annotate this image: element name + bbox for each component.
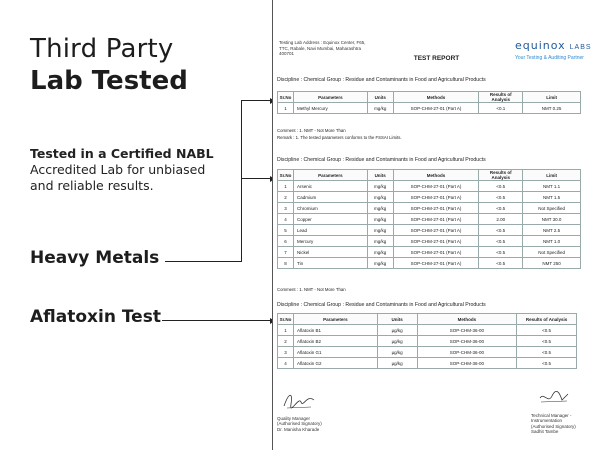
discipline-line: Discipline : Chemical Group : Residue and Contaminants in Food and Agricultural Products xyxy=(277,302,486,308)
table-cell: mg/kg xyxy=(367,214,393,225)
heavy-metal-row xyxy=(278,258,581,269)
table-cell: mg/kg xyxy=(367,192,393,203)
sig-line: Dr. Manisha Kharade xyxy=(277,426,320,432)
table-cell: SOP-CHM-27-01 (Part A) xyxy=(393,181,479,192)
table-cell: NMT 30.0 xyxy=(523,214,581,225)
table-cell: mg/kg xyxy=(367,103,393,114)
aflatoxin-row xyxy=(278,325,577,336)
table-cell: SOP-CHM-27-01 (Part A) xyxy=(393,247,479,258)
logo-tagline: Your Testing & Auditing Partner xyxy=(515,55,584,61)
col-methods: Methods xyxy=(417,314,517,325)
table-cell: <0.5 xyxy=(479,258,523,269)
col-units: Units xyxy=(367,170,393,181)
table-cell: 3 xyxy=(278,347,294,358)
discipline-line: Discipline : Chemical Group : Residue and Contaminants in Food and Agricultural Products xyxy=(277,77,486,83)
table-cell: <0.5 xyxy=(479,181,523,192)
table-cell: Methyl Mercury xyxy=(293,103,367,114)
table-cell: <0.5 xyxy=(517,347,577,358)
table-cell: mg/kg xyxy=(367,225,393,236)
col-methods: Methods xyxy=(393,170,479,181)
logo-labs: LABS xyxy=(569,44,592,51)
col-methods: Methods xyxy=(393,92,479,103)
col-parameters: Parameters xyxy=(293,170,367,181)
table-cell: Nickel xyxy=(293,247,367,258)
col-parameters: Parameters xyxy=(293,314,377,325)
table-cell: 5 xyxy=(278,225,294,236)
table-cell: µg/kg xyxy=(377,347,417,358)
table-cell: SOP-CHM-27-01 (Part A) xyxy=(393,236,479,247)
signatory-left xyxy=(277,416,322,432)
heavy-metal-row xyxy=(278,192,581,203)
table-cell: µg/kg xyxy=(377,325,417,336)
table-cell: mg/kg xyxy=(367,247,393,258)
table-cell: 2.00 xyxy=(479,214,523,225)
methyl-mercury-row xyxy=(278,103,581,114)
address-line: 400701 xyxy=(279,51,295,56)
table-cell: 8 xyxy=(278,258,294,269)
col-results: Results of Analysis xyxy=(517,314,577,325)
sig-line: Technical Manager - xyxy=(531,413,572,418)
table-cell: SOP-CHM-27-01 (Part A) xyxy=(393,192,479,203)
aflatoxin-label: Aflatoxin Test xyxy=(30,307,161,327)
signature-left xyxy=(281,390,317,412)
table-cell: Not Specified xyxy=(523,247,581,258)
heavy-metal-row xyxy=(278,236,581,247)
cert-line-2: Accredited Lab for unbiased xyxy=(30,162,206,177)
table-cell: mg/kg xyxy=(367,203,393,214)
table-cell: <0.1 xyxy=(479,103,523,114)
certification-text xyxy=(30,146,250,194)
address-line: TTC, Rabale, Navi Mumbai, Maharashtra xyxy=(279,45,362,51)
sig-line: Quality Manager xyxy=(277,416,311,421)
col-limit: Limit xyxy=(523,170,581,181)
table-cell: Aflatoxin B1 xyxy=(293,325,377,336)
table-cell: 4 xyxy=(278,358,294,369)
table-cell: 2 xyxy=(278,192,294,203)
promo-panel xyxy=(0,0,272,450)
table-cell: NMT 1.1 xyxy=(523,181,581,192)
col-srno: Sr.No xyxy=(278,314,294,325)
table-cell: µg/kg xyxy=(377,358,417,369)
heavy-metal-row xyxy=(278,225,581,236)
address-line: Testing Lab Address : Equinox Center, F65, xyxy=(279,40,366,45)
table-cell: NMT 250 xyxy=(523,258,581,269)
heavy-metals-table xyxy=(277,169,581,269)
table-cell: Copper xyxy=(293,214,367,225)
table-cell: Aflatoxin B2 xyxy=(293,336,377,347)
table-cell: <0.5 xyxy=(479,225,523,236)
table-cell: NMT 0.25 xyxy=(523,103,581,114)
table-cell: SOP-CHM-36-00 xyxy=(417,347,517,358)
table-cell: 2 xyxy=(278,336,294,347)
table-cell: Aflatoxin G2 xyxy=(293,358,377,369)
table-cell: Chromium xyxy=(293,203,367,214)
heavy-metal-row xyxy=(278,214,581,225)
table-cell: <0.5 xyxy=(479,247,523,258)
sig-line: (Authorised Signatory) xyxy=(277,421,322,427)
sig-line: Instrumentation xyxy=(531,418,563,424)
table-cell: Aflatoxin G1 xyxy=(293,347,377,358)
comment-note: Comment : 1. NMT - Not More Than xyxy=(277,128,346,133)
heavy-metals-connector-vertical xyxy=(241,100,242,262)
test-report-document xyxy=(273,0,600,450)
table-cell: SOP-CHM-27-01 (Part A) xyxy=(393,203,479,214)
logo-wordmark: equinox xyxy=(515,39,566,52)
table-cell: SOP-CHM-27-01 (Part A) xyxy=(393,258,479,269)
table-cell: Not Specified xyxy=(523,203,581,214)
table-cell: Lead xyxy=(293,225,367,236)
heavy-metals-connector xyxy=(165,261,241,262)
cert-bold-line: Tested in a Certified NABL xyxy=(30,146,214,161)
table-cell: 4 xyxy=(278,214,294,225)
table-cell: <0.5 xyxy=(479,236,523,247)
table-cell: 6 xyxy=(278,236,294,247)
table-cell: NMT 1.0 xyxy=(523,236,581,247)
aflatoxin-row xyxy=(278,347,577,358)
table-cell: NMT 2.5 xyxy=(523,225,581,236)
col-units: Units xyxy=(367,92,393,103)
table-cell: SOP-CHM-36-00 xyxy=(417,336,517,347)
table-cell: mg/kg xyxy=(367,258,393,269)
aflatoxin-row xyxy=(278,336,577,347)
table-cell: NMT 1.5 xyxy=(523,192,581,203)
table-cell: 1 xyxy=(278,103,294,114)
signature-right xyxy=(537,388,571,408)
signatory-right xyxy=(531,413,576,434)
table-cell: <0.5 xyxy=(517,336,577,347)
heavy-metal-row xyxy=(278,203,581,214)
heavy-metal-row xyxy=(278,181,581,192)
headline-line-2: Lab Tested xyxy=(30,66,188,96)
table-cell: SOP-CHM-27-01 (Part A) xyxy=(393,103,479,114)
col-results: Results of Analysis xyxy=(479,170,523,181)
table-cell: 3 xyxy=(278,203,294,214)
col-units: Units xyxy=(377,314,417,325)
cert-line-3: and reliable results. xyxy=(30,178,154,193)
table-cell: <0.5 xyxy=(479,192,523,203)
comment-note: Comment : 1. NMT - Not More Than xyxy=(277,287,346,292)
aflatoxin-table xyxy=(277,313,577,369)
col-results: Results of Analysis xyxy=(479,92,523,103)
table-cell: µg/kg xyxy=(377,336,417,347)
table-cell: <0.5 xyxy=(479,203,523,214)
table-cell: mg/kg xyxy=(367,181,393,192)
table-cell: SOP-CHM-27-01 (Part A) xyxy=(393,225,479,236)
table-cell: mg/kg xyxy=(367,236,393,247)
col-limit: Limit xyxy=(523,92,581,103)
table-cell: 1 xyxy=(278,181,294,192)
table-cell: Tin xyxy=(293,258,367,269)
table-cell: SOP-CHM-27-01 (Part A) xyxy=(393,214,479,225)
heavy-metals-connector-mid xyxy=(241,178,271,179)
table-cell: 1 xyxy=(278,325,294,336)
table-cell: Cadmium xyxy=(293,192,367,203)
table-cell: <0.5 xyxy=(517,358,577,369)
aflatoxin-connector xyxy=(162,320,271,321)
remark-note: Remark : 1. The tested parameters conforms to the FSSAI Limits. xyxy=(277,135,402,140)
table-cell: SOP-CHM-36-00 xyxy=(417,325,517,336)
report-title: TEST REPORT xyxy=(413,55,460,62)
col-srno: Sr.No xyxy=(278,92,294,103)
sig-line: (Authorised Signatory) xyxy=(531,423,576,429)
methyl-mercury-table xyxy=(277,91,581,114)
heavy-metals-label: Heavy Metals xyxy=(30,248,160,268)
table-cell: SOP-CHM-36-00 xyxy=(417,358,517,369)
discipline-line: Discipline : Chemical Group : Residue and Contaminants in Food and Agricultural Products xyxy=(277,157,486,163)
table-cell: Arsenic xyxy=(293,181,367,192)
headline-line-1: Third Party xyxy=(30,34,174,64)
table-cell: <0.5 xyxy=(517,325,577,336)
table-cell: Mercury xyxy=(293,236,367,247)
sig-line: Sadhit Tambe xyxy=(531,428,559,434)
table-cell: 7 xyxy=(278,247,294,258)
aflatoxin-row xyxy=(278,358,577,369)
heavy-metals-connector-top xyxy=(241,100,271,101)
col-srno: Sr.No xyxy=(278,170,294,181)
heavy-metal-row xyxy=(278,247,581,258)
col-parameters: Parameters xyxy=(293,92,367,103)
